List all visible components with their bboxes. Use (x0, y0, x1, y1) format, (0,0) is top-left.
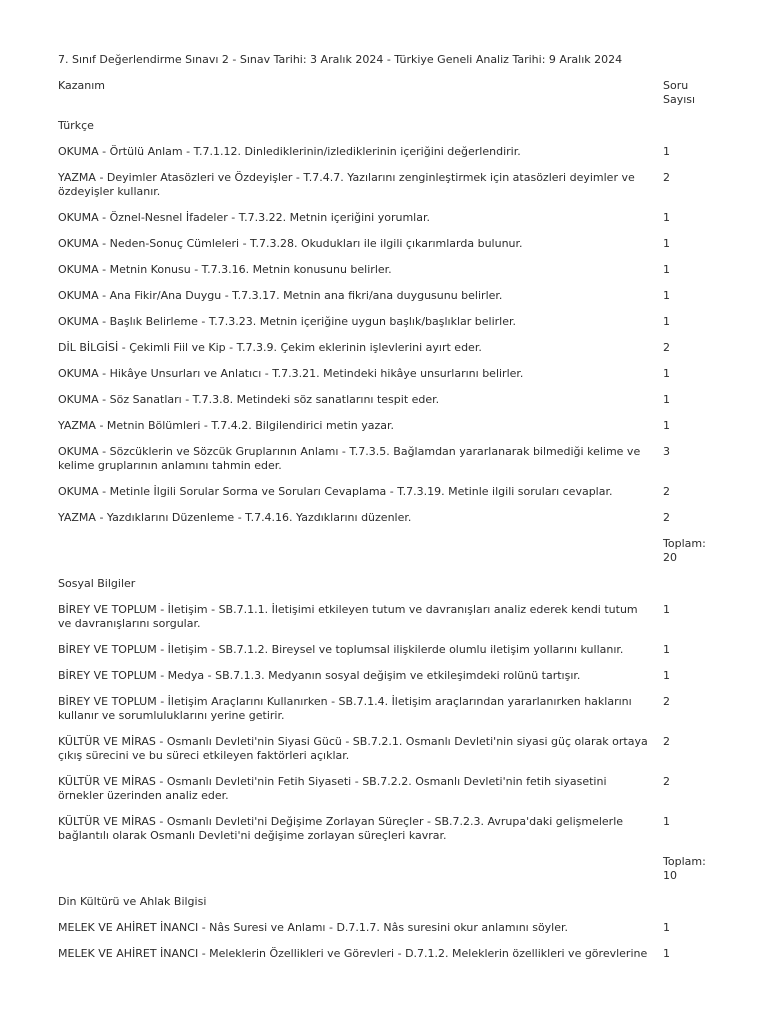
question-count: 2 (663, 485, 670, 498)
section-total: Toplam: 20 (663, 537, 706, 564)
outcome-text: BİREY VE TOPLUM - İletişim Araçlarını Kullanırken - SB.7.1.4. İletişim araçlarından yararlanırken haklarını kullanır ve sorumluluklarını yerine getirir. (58, 695, 632, 722)
outcome-text: YAZMA - Deyimler Atasözleri ve Özdeyişler - T.7.4.7. Yazılarını zenginleştirmek için atasözleri deyimler ve özdeyişler kullanır. (58, 171, 635, 198)
document-title: 7. Sınıf Değerlendirme Sınavı 2 - Sınav Tarihi: 3 Aralık 2024 - Türkiye Geneli Analiz Tarihi: 9 Aralık 2024 (58, 53, 623, 66)
section-name: Türkçe (58, 119, 94, 132)
table-row (58, 695, 718, 723)
question-count: 1 (663, 393, 670, 406)
question-count: 2 (663, 695, 670, 708)
table-header (58, 79, 718, 107)
question-count: 2 (663, 171, 670, 184)
outcome-text: OKUMA - Söz Sanatları - T.7.3.8. Metindeki söz sanatlarını tespit eder. (58, 393, 440, 406)
outcome-text: OKUMA - Örtülü Anlam - T.7.1.12. Dinlediklerinin/izlediklerinin içeriğini değerlendirir. (58, 145, 521, 158)
question-count: 3 (663, 445, 670, 458)
question-count: 1 (663, 643, 670, 656)
section-heading-turkce (58, 119, 718, 133)
table-row (58, 367, 718, 381)
table-row (58, 393, 718, 407)
outcome-text: OKUMA - Neden-Sonuç Cümleleri - T.7.3.28. Okudukları ile ilgili çıkarımlarda bulunur. (58, 237, 523, 250)
outcome-text: KÜLTÜR VE MİRAS - Osmanlı Devleti'nin Siyasi Gücü - SB.7.2.1. Osmanlı Devleti'nin siyasi güç olarak ortaya çıkış sürecini ve bu süreci etkileyen faktörleri açıklar. (58, 735, 648, 762)
question-count: 2 (663, 341, 670, 354)
table-row (58, 263, 718, 277)
outcomes-table (58, 79, 718, 961)
outcome-text: OKUMA - Sözcüklerin ve Sözcük Gruplarının Anlamı - T.7.3.5. Bağlamdan yararlanarak bilmediği kelime ve kelime gruplarının anlamını tahmin eder. (58, 445, 641, 472)
outcome-text: OKUMA - Hikâye Unsurları ve Anlatıcı - T.7.3.21. Metindeki hikâye unsurlarını belirler. (58, 367, 524, 380)
table-row (58, 315, 718, 329)
section-total-row (58, 855, 718, 883)
section-heading-din-kulturu (58, 895, 718, 909)
table-row (58, 237, 718, 251)
table-row (58, 735, 718, 763)
table-row (58, 445, 718, 473)
question-count: 1 (663, 263, 670, 276)
table-row (58, 171, 718, 199)
outcome-text: KÜLTÜR VE MİRAS - Osmanlı Devleti'ni Değişime Zorlayan Süreçler - SB.7.2.3. Avrupa'daki gelişmelerle bağlantılı olarak Osmanlı Devleti'ni değişime zorlayan süreçleri kavrar. (58, 815, 624, 842)
table-row (58, 341, 718, 355)
outcome-text: KÜLTÜR VE MİRAS - Osmanlı Devleti'nin Fetih Siyaseti - SB.7.2.2. Osmanlı Devleti'nin fetih siyasetini örnekler üzerinden analiz eder. (58, 775, 607, 802)
table-row (58, 815, 718, 843)
table-row (58, 669, 718, 683)
question-count: 2 (663, 775, 670, 788)
table-row (58, 775, 718, 803)
table-row (58, 921, 718, 935)
section-name: Sosyal Bilgiler (58, 577, 136, 590)
table-row (58, 511, 718, 525)
table-row (58, 947, 718, 961)
outcome-text: BİREY VE TOPLUM - Medya - SB.7.1.3. Medyanın sosyal değişim ve etkileşimdeki rolünü tartışır. (58, 669, 581, 682)
table-row (58, 485, 718, 499)
table-row (58, 289, 718, 303)
question-count: 1 (663, 237, 670, 250)
question-count: 1 (663, 603, 670, 616)
question-count: 1 (663, 315, 670, 328)
question-count: 1 (663, 921, 670, 934)
question-count: 1 (663, 289, 670, 302)
section-heading-sosyal-bilgiler (58, 577, 718, 591)
outcome-text: YAZMA - Metnin Bölümleri - T.7.4.2. Bilgilendirici metin yazar. (58, 419, 395, 432)
table-row (58, 419, 718, 433)
outcome-text: OKUMA - Metinle İlgili Sorular Sorma ve Soruları Cevaplama - T.7.3.19. Metinle ilgili soruları cevaplar. (58, 485, 613, 498)
question-count: 1 (663, 145, 670, 158)
question-count: 1 (663, 419, 670, 432)
question-count: 1 (663, 669, 670, 682)
outcome-text: BİREY VE TOPLUM - İletişim - SB.7.1.2. Bireysel ve toplumsal ilişkilerde olumlu iletişim yollarını kullanır. (58, 643, 624, 656)
header-kazanim: Kazanım (58, 79, 106, 92)
section-total: Toplam: 10 (663, 855, 706, 882)
question-count: 2 (663, 511, 670, 524)
outcome-text: OKUMA - Metnin Konusu - T.7.3.16. Metnin konusunu belirler. (58, 263, 392, 276)
outcome-text: MELEK VE AHİRET İNANCI - Meleklerin Özellikleri ve Görevleri - D.7.1.2. Meleklerin özellikleri ve görevlerine (58, 947, 648, 960)
outcome-text: YAZMA - Yazdıklarını Düzenleme - T.7.4.16. Yazdıklarını düzenler. (58, 511, 412, 524)
question-count: 1 (663, 815, 670, 828)
outcome-text: OKUMA - Ana Fikir/Ana Duygu - T.7.3.17. Metnin ana fikri/ana duygusunu belirler. (58, 289, 503, 302)
outcome-text: MELEK VE AHİRET İNANCI - Nâs Suresi ve Anlamı - D.7.1.7. Nâs suresini okur anlamını söyler. (58, 921, 569, 934)
section-name: Din Kültürü ve Ahlak Bilgisi (58, 895, 207, 908)
table-row (58, 211, 718, 225)
document-page (58, 53, 718, 973)
table-row (58, 603, 718, 631)
question-count: 2 (663, 735, 670, 748)
outcome-text: OKUMA - Başlık Belirleme - T.7.3.23. Metnin içeriğine uygun başlık/başlıklar belirler. (58, 315, 517, 328)
outcome-text: BİREY VE TOPLUM - İletişim - SB.7.1.1. İletişimi etkileyen tutum ve davranışları analiz ederek kendi tutum ve davranışlarını sorgular. (58, 603, 638, 630)
question-count: 1 (663, 947, 670, 960)
table-row (58, 145, 718, 159)
outcome-text: DİL BİLGİSİ - Çekimli Fiil ve Kip - T.7.3.9. Çekim eklerinin işlevlerini ayırt eder. (58, 341, 482, 354)
table-row (58, 643, 718, 657)
question-count: 1 (663, 367, 670, 380)
question-count: 1 (663, 211, 670, 224)
section-total-row (58, 537, 718, 565)
header-soru-sayisi: Soru Sayısı (663, 79, 696, 106)
outcome-text: OKUMA - Öznel-Nesnel İfadeler - T.7.3.22. Metnin içeriğini yorumlar. (58, 211, 430, 224)
